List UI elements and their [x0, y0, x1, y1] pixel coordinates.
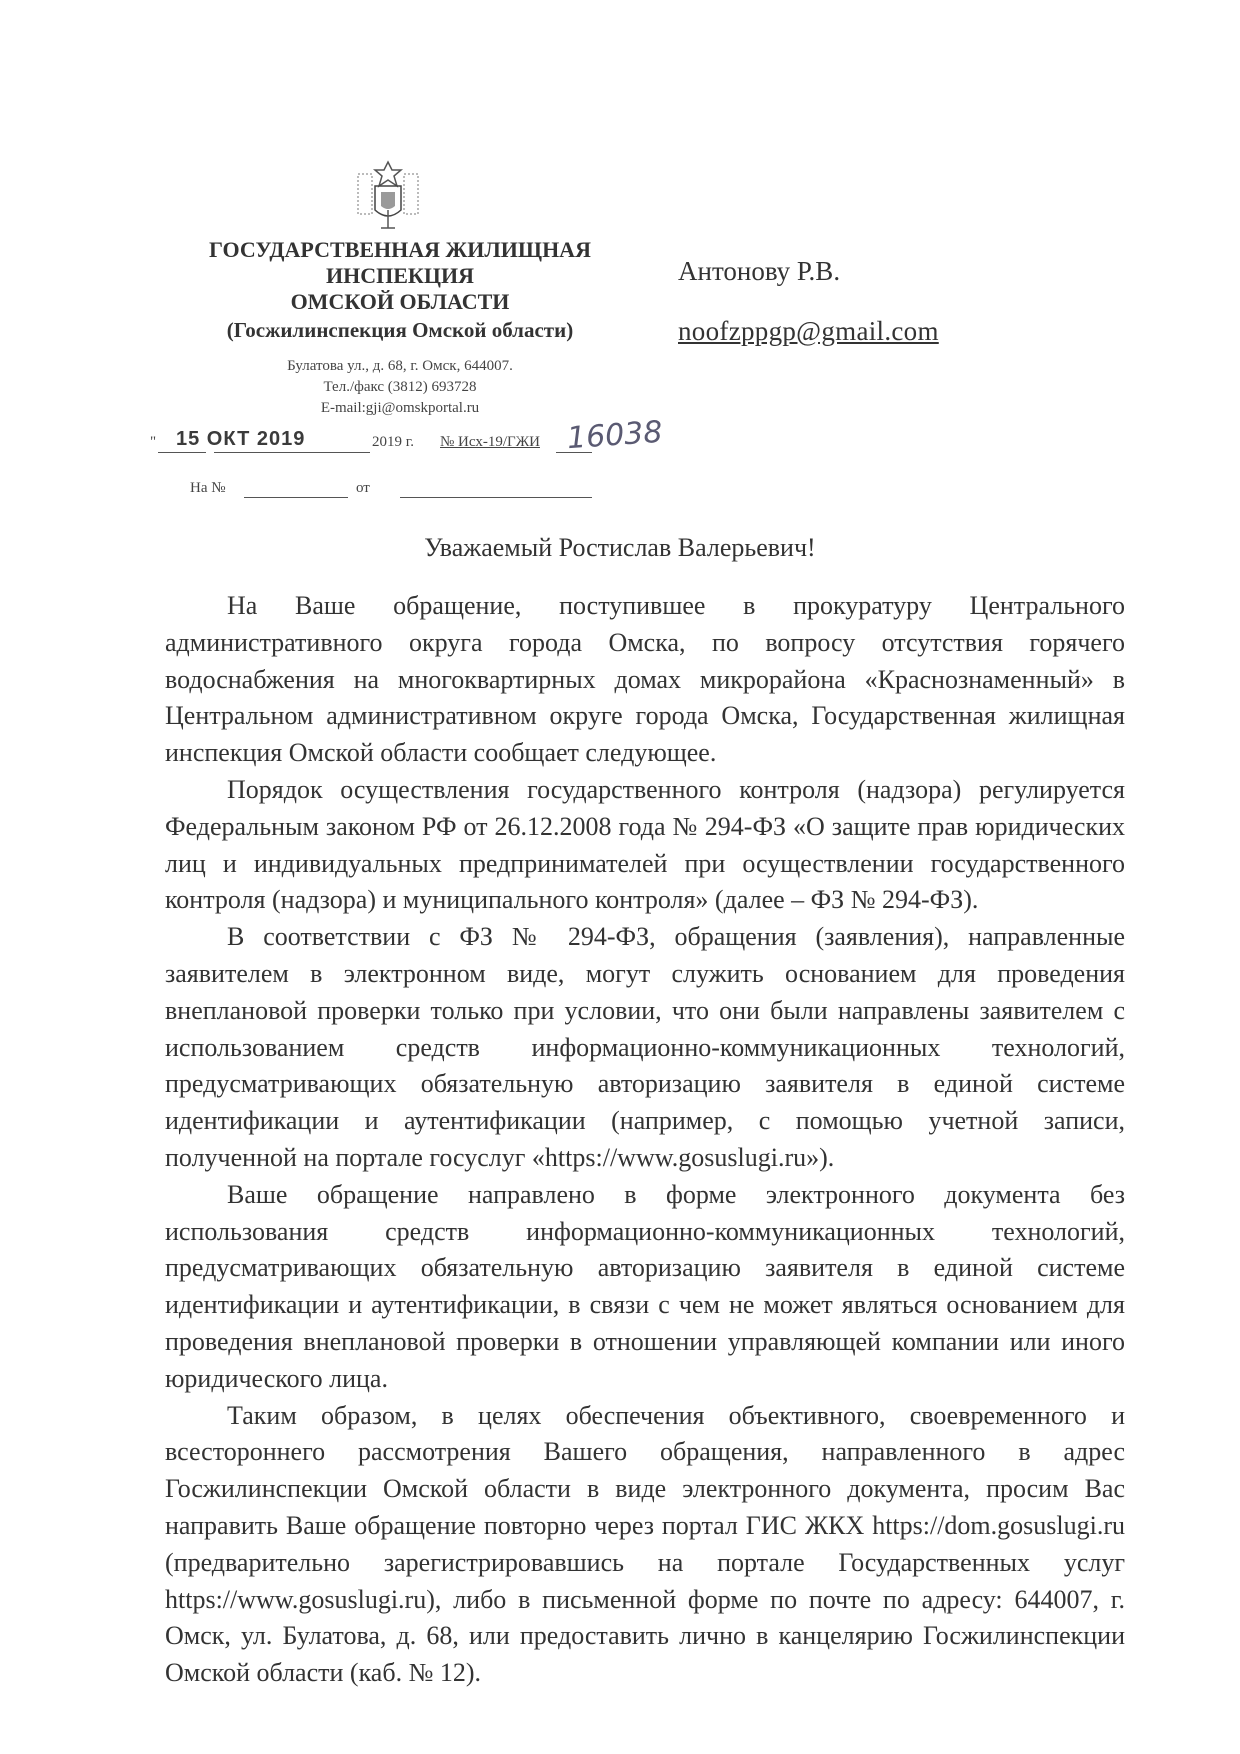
reference-number-label: На № [190, 480, 226, 496]
org-address: Булатова ул., д. 68, г. Омск, 644007. [287, 358, 513, 374]
date-stamp: 15 ОКТ 2019 [176, 428, 306, 450]
letter-greeting: Уважаемый Ростислав Валерьевич! [424, 533, 816, 562]
letter-body [165, 588, 1125, 1692]
reference-number-underline [244, 497, 348, 498]
recipient-email[interactable]: noofzppgp@gmail.com [678, 316, 939, 346]
org-name-line3: ОМСКОЙ ОБЛАСТИ [290, 289, 510, 314]
letter-paragraph: Ваше обращение направлено в форме электронного документа без использования средств информационно-коммуникационных технологий, предусматривающих обязательную авторизацию заявителя в единой системе идентификации и аутентификации, в связи с чем не может являться основанием для проведения внеплановой проверки в отношении управляющей компании или иного юридического лица. [165, 1179, 1125, 1393]
coat-of-arms-icon [357, 160, 419, 232]
recipient-name: Антонову Р.В. [678, 256, 841, 286]
outgoing-number-prefix: № Исх-19/ГЖИ [440, 434, 540, 450]
date-quote-mark: " [150, 434, 157, 450]
org-email: E-mail:gji@omskportal.ru [320, 400, 480, 416]
org-name-line1: ГОСУДАРСТВЕННАЯ ЖИЛИЩНАЯ [209, 237, 591, 262]
day-underline [158, 452, 206, 453]
registration-year: 2019 г. [372, 434, 414, 450]
letter-paragraph: Таким образом, в целях обеспечения объективного, своевременного и всестороннего рассмотрения Вашего обращения, направленного в адрес Госжилинспекции Омской области в виде электронного документа, просим Вас направить Ваше обращение повторно через портал ГИС ЖКХ https://dom.gosuslugi.ru (предварительно зарегистрировавшись на портале Государственных услуг https://www.gosuslugi.ru), либо в письменной форме по почте по адресу: 644007, г. Омск, ул. Булатова, д. 68, или предоставить лично в канцелярию Госжилинспекции Омской области (каб. № 12). [165, 1400, 1125, 1688]
reference-date-underline [400, 497, 592, 498]
org-short-name: (Госжилинспекция Омской области) [226, 318, 574, 342]
month-underline [214, 452, 370, 453]
org-name-line2: ИНСПЕКЦИЯ [326, 263, 474, 288]
letter-paragraph: Порядок осуществления государственного контроля (надзора) регулируется Федеральным законом РФ от 26.12.2008 года № 294-ФЗ «О защите прав юридических лиц и индивидуальных предпринимателей при осуществлении государственного контроля (надзора) и муниципального контроля» (далее – ФЗ № 294-ФЗ). [165, 774, 1125, 915]
outgoing-number-handwritten: 16038 [565, 414, 664, 457]
letter-paragraph: На Ваше обращение, поступившее в прокуратуру Центрального административного округа города Омска, по вопросу отсутствия горячего водоснабжения на многоквартирных домах микрорайона «Краснознаменный» в Центральном административном округе города Омска, Государственная жилищная инспекция Омской области сообщает следующее. [165, 591, 1125, 768]
reference-date-label: от [356, 480, 370, 496]
org-phone: Тел./факс (3812) 693728 [323, 379, 477, 395]
letter-paragraph: В соответствии с ФЗ № 294-ФЗ, обращения (заявления), направленные заявителем в электронном виде, могут служить основанием для проведения внеплановой проверки только при условии, что они были направлены заявителем с использованием средств информационно-коммуникационных технологий, предусматривающих обязательную авторизацию заявителя в единой системе идентификации и аутентификации (например, с помощью учетной записи, полученной на портале госуслуг «https://www.gosuslugi.ru»). [165, 922, 1125, 1172]
